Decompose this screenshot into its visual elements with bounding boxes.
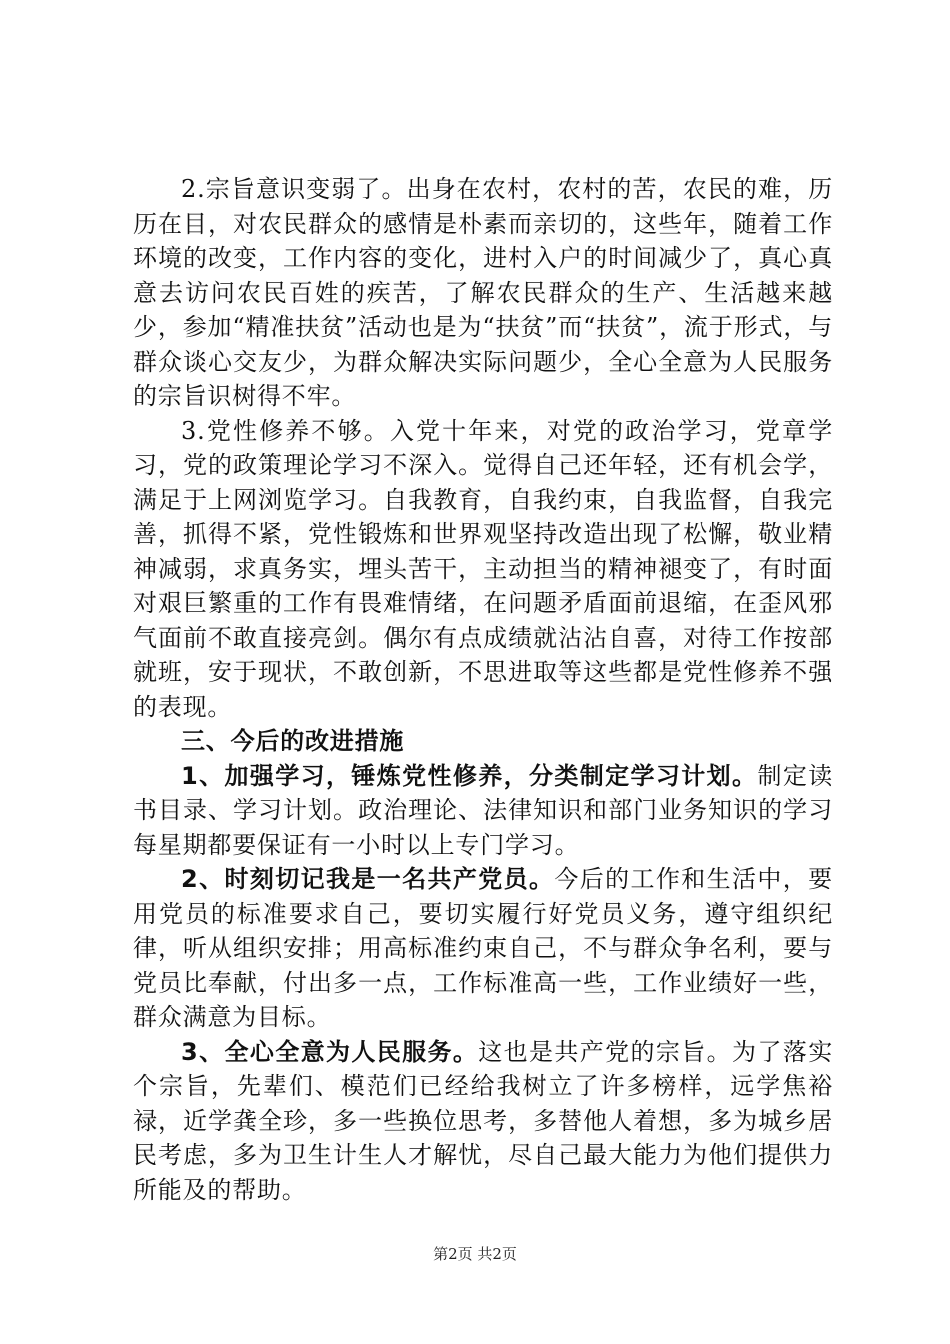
measure-item — [133, 759, 833, 863]
section-heading: 三、今后的改进措施 — [181, 727, 405, 755]
paragraph-party-cultivation: 3.党性修养不够。入党十年来，对党的政治学习，党章学习，党的政策理论学习不深入。觉得自己还年轻，还有机会学，满足于上网浏览学习。自我教育，自我约束，自我监督，自我完善，抓得不紧，党性锻炼和世界观坚持改造出现了松懈，敬业精神减弱，求真务实，埋头苦干，主动担当的精神褪变了，有时面对艰巨繁重的工作有畏难情绪，在问题矛盾面前退缩，在歪风邪气面前不敢直接亮剑。偶尔有点成绩就沾沾自喜，对待工作按部就班，安于现状，不敢创新，不思进取等这些都是党性修养不强的表现。 — [133, 416, 833, 721]
measure-text: 这也是共产党的宗旨。为了落实个宗旨，先辈们、模范们已经给我树立了许多榜样，远学焦裕禄，近学龚全珍，多一些换位思考，多替他人着想，多为城乡居民考虑，多为卫生计生人才解忧，尽自己最大能力为他们提供力所能及的帮助。 — [133, 1037, 833, 1204]
measure-item — [133, 862, 833, 1035]
measure-lead: 3、全心全意为人民服务。 — [181, 1037, 479, 1066]
measure-lead: 2、时刻切记我是一名共产党员。 — [181, 865, 555, 893]
measure-item — [133, 1035, 833, 1208]
measure-text: 今后的工作和生活中，要用党员的标准要求自己，要切实履行好党员义务，遵守组织纪律，听从组织安排；用高标准约束自己，不与群众争名利，要与党员比奉献，付出多一点，工作标准高一些，工作业绩好一些，群众满意为目标。 — [133, 865, 833, 1031]
measure-text: 制定读书目录、学习计划。政治理论、法律知识和部门业务知识的学习每星期都要保证有一小时以上专门学习。 — [133, 761, 833, 859]
page-number-footer: 第2页 共2页 — [433, 1245, 517, 1263]
document-body — [133, 172, 833, 1207]
paragraph-purpose-awareness: 2.宗旨意识变弱了。出身在农村，农村的苦，农民的难，历历在目，对农民群众的感情是朴素而亲切的，这些年，随着工作环境的改变，工作内容的变化，进村入户的时间减少了，真心真意去访问农民百姓的疾苦，了解农民群众的生产、生活越来越少，参加“精准扶贫”活动也是为“扶贫”而“扶贫”，流于形式，与群众谈心交友少，为群众解决实际问题少，全心全意为人民服务的宗旨识树得不牢。 — [133, 175, 833, 410]
measure-lead: 1、加强学习，锤炼党性修养，分类制定学习计划。 — [181, 761, 758, 790]
